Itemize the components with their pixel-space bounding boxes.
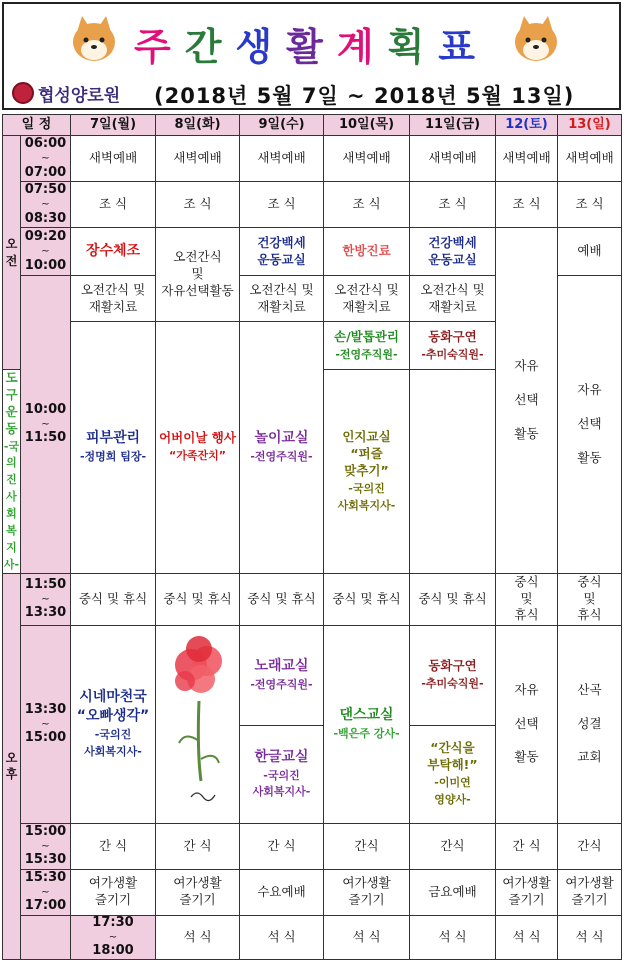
corner-cell: 일 정 [3,115,71,136]
table-row [3,228,622,276]
dawn-worship: 새벽예배 [240,136,324,182]
day-header: 7일(월) [71,115,156,136]
dinner: 석 식 [558,915,622,959]
title-char: 계 [336,25,388,69]
snack: 간 식 [496,823,558,869]
title-char: 획 [387,25,439,69]
snack: 간 식 [240,823,324,869]
fri-worship: 금요예배 [410,869,496,915]
activity-cell: 한방진료 [324,228,410,276]
lunch: 중식 및 휴식 [156,573,240,625]
leisure: 여가생활 즐기기 [324,869,410,915]
activity-cell: 인지교실 “퍼즐 맞추기” -국의진 사회복지사- [324,370,410,574]
activity-cell: 장수체조 [71,228,156,276]
time-cell: 15:30 ~ 17:00 [21,869,71,915]
activity-cell: 놀이교실 -전영주직원- [240,322,324,574]
title-char: 주 [133,25,185,69]
dinner: 석 식 [324,915,410,959]
lunch: 중식 및 휴식 [410,573,496,625]
dawn-worship: 새벽예배 [71,136,156,182]
day-header: 12(토) [496,115,558,136]
snack-rehab: 오전간식 및 재활치료 [324,276,410,322]
activity-cell: 동화구연 -추미숙직원- [410,625,496,725]
dawn-worship: 새벽예배 [496,136,558,182]
lunch: 중식 및 휴식 [240,573,324,625]
shiba-dog-icon [510,12,562,64]
leisure: 여가생활 즐기기 [558,869,622,915]
table-row [3,136,622,182]
schedule-period: (2018년 5월 7일 ~ 2018년 5월 13일) [154,84,575,108]
activity-cell: “간식을 부탁해!” -이미연 영양사- [410,725,496,823]
free-activity: 자유 선택 활동 [558,276,622,574]
time-cell: 10:00 ~ 11:50 [21,276,71,574]
time-cell: 11:50 ~ 13:30 [21,573,71,625]
table-header-row [3,115,622,136]
table-row [3,625,622,725]
org-name: 협성양로원 [38,85,121,106]
snack-rehab: 오전간식 및 재활치료 [410,276,496,322]
time-cell: 09:20 ~ 10:00 [21,228,71,276]
activity-cell: 도구운동 -국의진 사회복지사- [3,370,21,574]
snack-rehab: 오전간식 및 재활치료 [240,276,324,322]
time-cell: 13:30 ~ 15:00 [21,625,71,823]
activity-cell: 시네마천국 “오빠생각” -국의진 사회복지사- [71,625,156,823]
activity-cell: 건강백세 운동교실 [410,228,496,276]
page-header [2,2,621,110]
lunch: 중식 및 휴식 [324,573,410,625]
title-char: 표 [438,25,490,69]
wed-worship: 수요예배 [240,869,324,915]
activity-cell: 오전간식 및 자유선택활동 [156,228,240,322]
activity-cell: 댄스교실 -백은주 강사- [324,625,410,823]
org-seal-icon [12,82,34,104]
lunch: 중식 및 휴식 [558,573,622,625]
dinner: 석 식 [410,915,496,959]
snack: 간식 [324,823,410,869]
activity-cell: 한글교실 -국의진 사회복지사- [240,725,324,823]
title-char: 간 [184,25,236,69]
lunch: 중식 및 휴식 [496,573,558,625]
dinner: 석 식 [240,915,324,959]
dawn-worship: 새벽예배 [156,136,240,182]
snack: 간식 [410,823,496,869]
time-cell: 17:30 ~ 18:00 [71,915,156,959]
carnation-icon [161,631,235,817]
time-cell: 07:50 ~ 08:30 [21,182,71,228]
table-row [3,869,622,915]
snack-rehab: 오전간식 및 재활치료 [71,276,156,322]
snack: 간식 [558,823,622,869]
lunch: 중식 및 휴식 [71,573,156,625]
breakfast: 조 식 [558,182,622,228]
activity-cell: 건강백세 운동교실 [240,228,324,276]
table-row [3,823,622,869]
free-activity: 자유 선택 활동 [496,228,558,574]
activity-cell: 손/발톱관리 -전영주직원- [324,322,410,370]
free-activity: 자유 선택 활동 [496,625,558,823]
breakfast: 조 식 [324,182,410,228]
activity-cell: 어버이날 행사 “가족잔치” [156,322,240,574]
breakfast: 조 식 [240,182,324,228]
day-header: 10일(목) [324,115,410,136]
time-cell: 15:00 ~ 15:30 [21,823,71,869]
carnation-image [156,625,240,823]
title-char: 활 [286,25,337,69]
snack: 간 식 [156,823,240,869]
leisure: 여가생활 즐기기 [496,869,558,915]
time-cell: 06:00 ~ 07:00 [21,136,71,182]
breakfast: 조 식 [410,182,496,228]
snack: 간 식 [71,823,156,869]
dinner: 석 식 [156,915,240,959]
day-header: 13(일) [558,115,622,136]
dawn-worship: 새벽예배 [558,136,622,182]
breakfast: 조 식 [496,182,558,228]
day-header: 8일(화) [156,115,240,136]
leisure: 여가생활 즐기기 [156,869,240,915]
activity-cell: 피부관리 -정명희 팀장- [71,322,156,574]
breakfast: 조 식 [71,182,156,228]
dawn-worship: 새벽예배 [410,136,496,182]
am-label: 오전 [3,136,21,370]
day-header: 9일(수) [240,115,324,136]
dinner: 석 식 [496,915,558,959]
table-row [3,573,622,625]
blank-label [21,915,71,959]
activity-cell: 동화구연 -추미숙직원- [410,322,496,370]
table-row [3,915,622,959]
worship: 예배 [558,228,622,276]
dawn-worship: 새벽예배 [324,136,410,182]
pm-label: 오후 [3,573,21,959]
activity-cell: 노래교실 -전영주직원- [240,625,324,725]
weekly-schedule-table [2,114,622,960]
breakfast: 조 식 [156,182,240,228]
table-row [3,182,622,228]
org-logo [12,80,120,106]
title-char: 생 [235,25,287,69]
church-service: 산곡 성결 교회 [558,625,622,823]
day-header: 11일(금) [410,115,496,136]
leisure: 여가생활 즐기기 [71,869,156,915]
